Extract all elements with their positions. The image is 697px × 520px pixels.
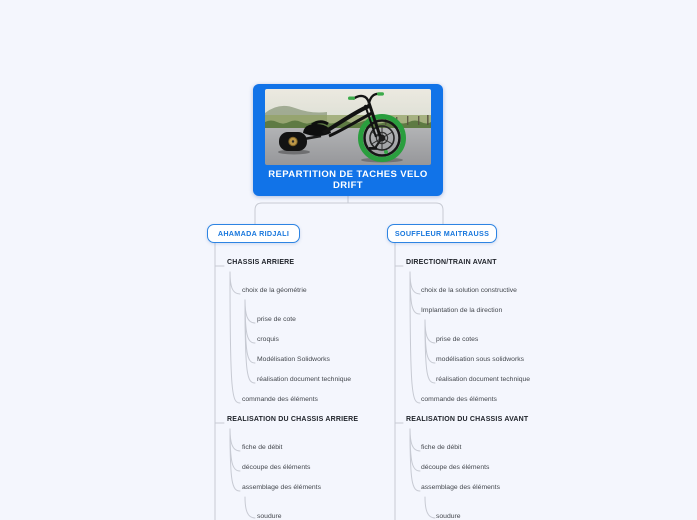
topic-croquis[interactable]: croquis (257, 336, 279, 343)
topic-prise-de-cotes[interactable]: prise de cotes (436, 336, 479, 343)
topic-realisation-chassis-arriere[interactable]: REALISATION DU CHASSIS ARRIERE (227, 416, 359, 423)
topic-choix-solution-constructive[interactable]: choix de la solution constructive (421, 287, 517, 294)
topic-modelisation-sous-solidworks[interactable]: modélisation sous solidworks (436, 356, 525, 363)
topic-assemblage-elements[interactable]: assemblage des éléments (242, 484, 321, 491)
topic-fiche-de-debit[interactable]: fiche de débit (242, 444, 283, 451)
topic-prise-de-cote[interactable]: prise de cote (257, 316, 296, 323)
topic-chassis-arriere[interactable]: CHASSIS ARRIERE (227, 259, 295, 266)
topic-decoupe-elements[interactable]: découpe des éléments (421, 464, 490, 471)
topic-decoupe-elements[interactable]: découpe des éléments (242, 464, 311, 471)
topic-soudure[interactable]: soudure (436, 513, 461, 520)
topic-realisation-document-technique[interactable]: réalisation document technique (257, 376, 352, 383)
topic-assemblage-elements[interactable]: assemblage des éléments (421, 484, 500, 491)
topic-direction-train-avant[interactable]: DIRECTION/TRAIN AVANT (406, 259, 497, 266)
topic-modelisation-solidworks[interactable]: Modélisation Solidworks (257, 356, 330, 363)
root-topic-title: REPARTITION DE TACHES VELO DRIFT (268, 169, 428, 191)
branch-label: AHAMADA RIDJALI (217, 229, 290, 238)
topic-realisation-chassis-avant[interactable]: REALISATION DU CHASSIS AVANT (406, 416, 529, 423)
topic-commande-elements[interactable]: commande des éléments (421, 396, 497, 403)
topic-choix-geometrie[interactable]: choix de la géométrie (242, 287, 307, 294)
root-topic-node[interactable] (253, 84, 443, 196)
topic-soudure[interactable]: soudure (257, 513, 282, 520)
topic-realisation-document-technique[interactable]: réalisation document technique (436, 376, 531, 383)
topic-commande-elements[interactable]: commande des éléments (242, 396, 318, 403)
drift-trike-photo (265, 89, 431, 165)
branch-node-souffleur-maitrauss[interactable] (387, 224, 497, 243)
branch-node-ahamada-ridjali[interactable] (207, 224, 300, 243)
topic-implantation-direction[interactable]: Implantation de la direction (421, 307, 503, 314)
topic-fiche-de-debit[interactable]: fiche de débit (421, 444, 462, 451)
branch-label: SOUFFLEUR MAITRAUSS (394, 229, 490, 238)
